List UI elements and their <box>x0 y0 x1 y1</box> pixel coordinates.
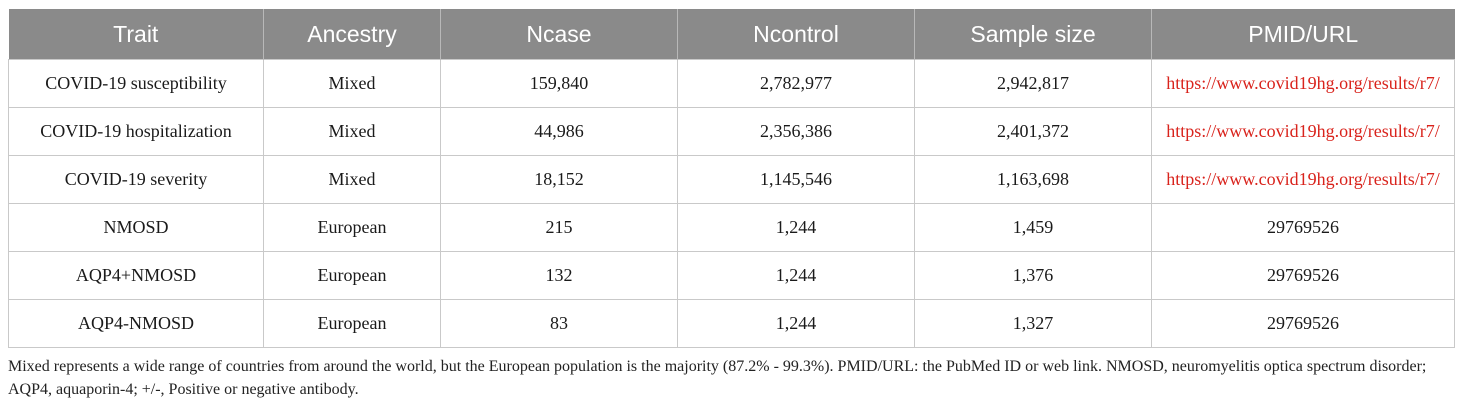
cell-ncontrol: 2,782,977 <box>678 60 915 108</box>
table-footnote: Mixed represents a wide range of countries from around the world, but the European population is the majority (87.2% - 99.3%). PMID/URL: the PubMed ID or web link. NMOSD, neuromyelitis optica spectrum disorder; AQP4, aquaporin-4; +/-, Positive or negative antibody. <box>8 358 1427 398</box>
cell-pmid: 29769526 <box>1152 204 1455 252</box>
cell-sample-size: 1,163,698 <box>915 156 1152 204</box>
cell-sample-size: 2,401,372 <box>915 108 1152 156</box>
table-row <box>9 252 1455 300</box>
table-row <box>9 108 1455 156</box>
cell-trait: AQP4+NMOSD <box>9 252 264 300</box>
cell-ncontrol: 1,244 <box>678 204 915 252</box>
cell-ancestry: Mixed <box>264 156 441 204</box>
cell-pmid: 29769526 <box>1152 300 1455 348</box>
cell-url-link[interactable]: https://www.covid19hg.org/results/r7/ <box>1152 108 1455 156</box>
header-pmid-url: PMID/URL <box>1152 9 1455 60</box>
cell-ncase: 159,840 <box>441 60 678 108</box>
cell-trait: COVID-19 susceptibility <box>9 60 264 108</box>
cell-trait: AQP4-NMOSD <box>9 300 264 348</box>
cell-ncontrol: 2,356,386 <box>678 108 915 156</box>
cell-sample-size: 1,327 <box>915 300 1152 348</box>
table-row <box>9 300 1455 348</box>
cell-ncase: 44,986 <box>441 108 678 156</box>
header-ncase: Ncase <box>441 9 678 60</box>
header-ncontrol: Ncontrol <box>678 9 915 60</box>
cell-trait: NMOSD <box>9 204 264 252</box>
gwas-data-table <box>8 9 1455 348</box>
cell-ncontrol: 1,244 <box>678 300 915 348</box>
cell-ncontrol: 1,244 <box>678 252 915 300</box>
cell-ncase: 83 <box>441 300 678 348</box>
table-row <box>9 204 1455 252</box>
table-row <box>9 156 1455 204</box>
cell-url-link[interactable]: https://www.covid19hg.org/results/r7/ <box>1152 156 1455 204</box>
cell-trait: COVID-19 severity <box>9 156 264 204</box>
cell-url-link[interactable]: https://www.covid19hg.org/results/r7/ <box>1152 60 1455 108</box>
cell-ncase: 215 <box>441 204 678 252</box>
cell-sample-size: 1,376 <box>915 252 1152 300</box>
header-trait: Trait <box>9 9 264 60</box>
cell-pmid: 29769526 <box>1152 252 1455 300</box>
cell-ncase: 132 <box>441 252 678 300</box>
cell-ancestry: Mixed <box>264 108 441 156</box>
cell-trait: COVID-19 hospitalization <box>9 108 264 156</box>
table-header-row <box>9 9 1455 60</box>
data-table-container <box>8 9 1454 348</box>
header-ancestry: Ancestry <box>264 9 441 60</box>
cell-ncontrol: 1,145,546 <box>678 156 915 204</box>
cell-ncase: 18,152 <box>441 156 678 204</box>
cell-ancestry: Mixed <box>264 60 441 108</box>
cell-sample-size: 1,459 <box>915 204 1152 252</box>
cell-ancestry: European <box>264 252 441 300</box>
cell-ancestry: European <box>264 300 441 348</box>
header-sample-size: Sample size <box>915 9 1152 60</box>
table-row <box>9 60 1455 108</box>
cell-ancestry: European <box>264 204 441 252</box>
cell-sample-size: 2,942,817 <box>915 60 1152 108</box>
